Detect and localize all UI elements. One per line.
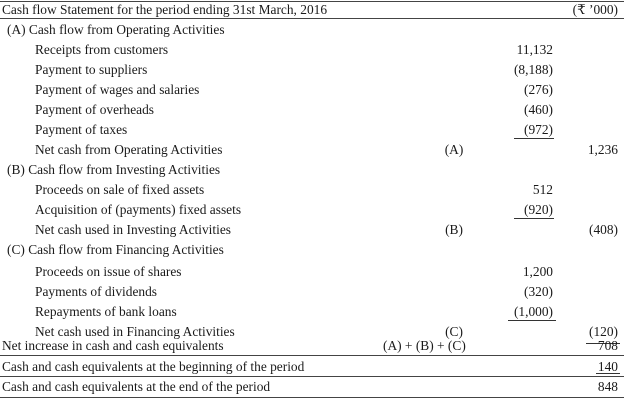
summary-label: Net increase in cash and cash equivalents (2, 338, 224, 353)
net-label: Net cash used in Financing Activities (35, 324, 235, 339)
net-investing-row (0, 220, 624, 240)
line-item (0, 100, 624, 120)
item-amount: (276) (523, 82, 553, 97)
net-operating-row (0, 140, 624, 160)
summary-total: 708 (597, 338, 618, 353)
item-label: Acquisition of (payments) fixed assets (35, 202, 242, 217)
bottom-rule (0, 397, 624, 398)
net-label: Net cash from Operating Activities (35, 142, 223, 157)
line-item (0, 262, 624, 282)
summary-mark: (A) + (B) + (C) (383, 338, 466, 353)
statement-header (0, 0, 624, 20)
item-amount: 11,132 (516, 42, 553, 57)
net-total: (408) (588, 222, 618, 237)
investing-heading (0, 160, 624, 180)
line-item (0, 40, 624, 60)
section-heading: (C) Cash flow from Financing Activities (7, 242, 224, 257)
item-label: Payments of dividends (35, 284, 157, 299)
section-mark: (A) (444, 142, 464, 157)
summary-label: Cash and cash equivalents at the beginning of the period (2, 359, 305, 374)
section-mark: (C) (445, 324, 463, 339)
item-label: Proceeds on issue of shares (35, 264, 182, 279)
subtotal-underline (514, 138, 554, 139)
item-label: Receipts from customers (35, 42, 169, 57)
line-item (0, 282, 624, 302)
summary-total: 140 (597, 359, 618, 374)
line-item (0, 60, 624, 80)
closing-cash-row (0, 377, 624, 397)
subtotal-underline (514, 218, 554, 219)
item-label: Payment of overheads (35, 102, 154, 117)
subtotal-underline (508, 320, 556, 321)
net-increase-row (0, 336, 624, 356)
opening-cash-row (0, 357, 624, 377)
summary-total: 848 (597, 379, 618, 394)
line-item (0, 120, 624, 140)
statement-title: Cash flow Statement for the period ending 31st March, 2016 (2, 2, 328, 17)
line-item (0, 80, 624, 100)
net-label: Net cash used in Investing Activities (35, 222, 231, 237)
total-underline (596, 373, 620, 374)
currency-unit: (₹ ’000) (572, 2, 618, 17)
financing-heading (0, 240, 624, 260)
item-amount: (920) (523, 202, 553, 217)
net-total: 1,236 (587, 142, 618, 157)
item-label: Payment of taxes (35, 122, 128, 137)
item-label: Payment of wages and salaries (35, 82, 200, 97)
item-label: Proceeds on sale of fixed assets (35, 182, 205, 197)
item-amount: (1,000) (513, 304, 553, 319)
item-label: Repayments of bank loans (35, 304, 177, 319)
section-mark: (B) (445, 222, 463, 237)
line-item (0, 180, 624, 200)
item-amount: (320) (523, 284, 553, 299)
item-amount: (972) (523, 122, 553, 137)
item-amount: (460) (523, 102, 553, 117)
item-amount: 1,200 (522, 264, 553, 279)
net-total: (120) (588, 324, 618, 339)
summary-label: Cash and cash equivalents at the end of the period (2, 379, 271, 394)
item-amount: 512 (532, 182, 553, 197)
line-item (0, 302, 624, 322)
item-amount: (8,188) (513, 62, 553, 77)
section-heading: (B) Cash flow from Investing Activities (7, 162, 221, 177)
item-label: Payment to suppliers (35, 62, 148, 77)
line-item (0, 200, 624, 220)
operating-heading (0, 20, 624, 40)
section-heading: (A) Cash flow from Operating Activities (7, 22, 225, 37)
